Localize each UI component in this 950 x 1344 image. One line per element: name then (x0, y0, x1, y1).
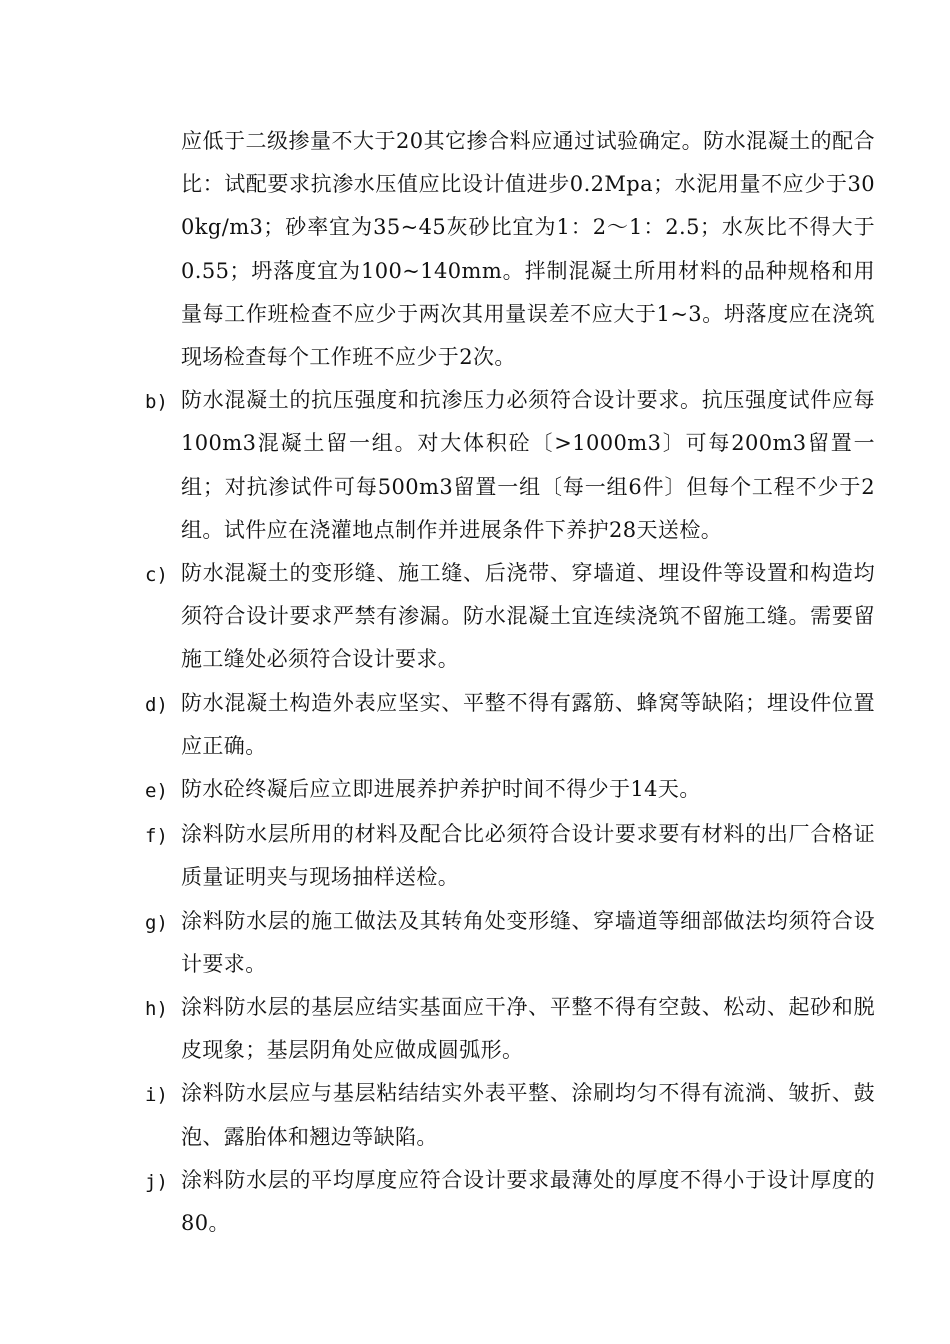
list-marker: i) (145, 1084, 168, 1107)
list-item-text: 防水混凝土的抗压强度和抗渗压力必须符合设计要求。抗压强度试件应每100m3混凝土留一组。对大体积砼〔>1000m3〕可每200m3留置一组；对抗渗试件可每500m3留置一组〔每一组6件〕但每个工程不少于2组。试件应在浇灌地点制作并进展条件下养护28天送检。 (181, 388, 875, 542)
list-item-c (145, 552, 875, 682)
list-item-e (145, 768, 875, 813)
list-item-d (145, 682, 875, 768)
list-item-g (145, 900, 875, 986)
list-item-text: 防水混凝土构造外表应坚实、平整不得有露筋、蜂窝等缺陷；埋设件位置应正确。 (181, 690, 875, 758)
list-item-f (145, 813, 875, 899)
list-marker: e) (145, 780, 168, 803)
list-marker: c) (145, 564, 168, 587)
list-item-j (145, 1159, 875, 1245)
list-marker: g) (145, 911, 168, 934)
list-marker: d) (145, 693, 168, 716)
list-item-text: 涂料防水层应与基层粘结结实外表平整、涂刷均匀不得有流淌、皱折、鼓泡、露胎体和翘边等缺陷。 (181, 1081, 875, 1149)
list-item-b (145, 379, 875, 552)
list-marker: f) (145, 825, 168, 848)
document-body (145, 120, 875, 1245)
list-item-text: 涂料防水层的施工做法及其转角处变形缝、穿墙道等细部做法均须符合设计要求。 (181, 908, 875, 976)
list-item-text: 防水混凝土的变形缝、施工缝、后浇带、穿墙道、埋设件等设置和构造均须符合设计要求严禁有渗漏。防水混凝土宜连续浇筑不留施工缝。需要留施工缝处必须符合设计要求。 (181, 561, 875, 672)
list-item-text: 涂料防水层的基层应结实基面应干净、平整不得有空鼓、松动、起砂和脱皮现象；基层阴角处应做成圆弧形。 (181, 995, 875, 1063)
intro-paragraph (145, 120, 875, 379)
list-item-text: 防水砼终凝后应立即进展养护养护时间不得少于14天。 (181, 777, 701, 802)
list-marker: h) (145, 998, 168, 1021)
list-item-text: 涂料防水层的平均厚度应符合设计要求最薄处的厚度不得小于设计厚度的80。 (181, 1167, 875, 1236)
list-item-i (145, 1072, 875, 1158)
intro-indent (145, 120, 181, 122)
list-item-text: 涂料防水层所用的材料及配合比必须符合设计要求要有材料的出厂合格证质量证明夹与现场抽样送检。 (181, 822, 875, 890)
intro-text: 应低于二级掺量不大于20其它掺合料应通过试验确定。防水混凝土的配合比：试配要求抗渗水压值应比设计值进步0.2Mpa；水泥用量不应少于300kg/m3；砂率宜为35~45灰砂比宜为1：2～1：2.5；水灰比不得大于0.55；坍落度宜为100~140mm。拌制混凝土所用材料的品种规格和用量每工作班检查不应少于两次其用量误差不应大于1~3。坍落度应在浇筑现场检查每个工作班不应少于2次。 (181, 129, 875, 370)
list-item-h (145, 986, 875, 1072)
list-marker: j) (145, 1170, 168, 1193)
list-marker: b) (145, 391, 168, 414)
